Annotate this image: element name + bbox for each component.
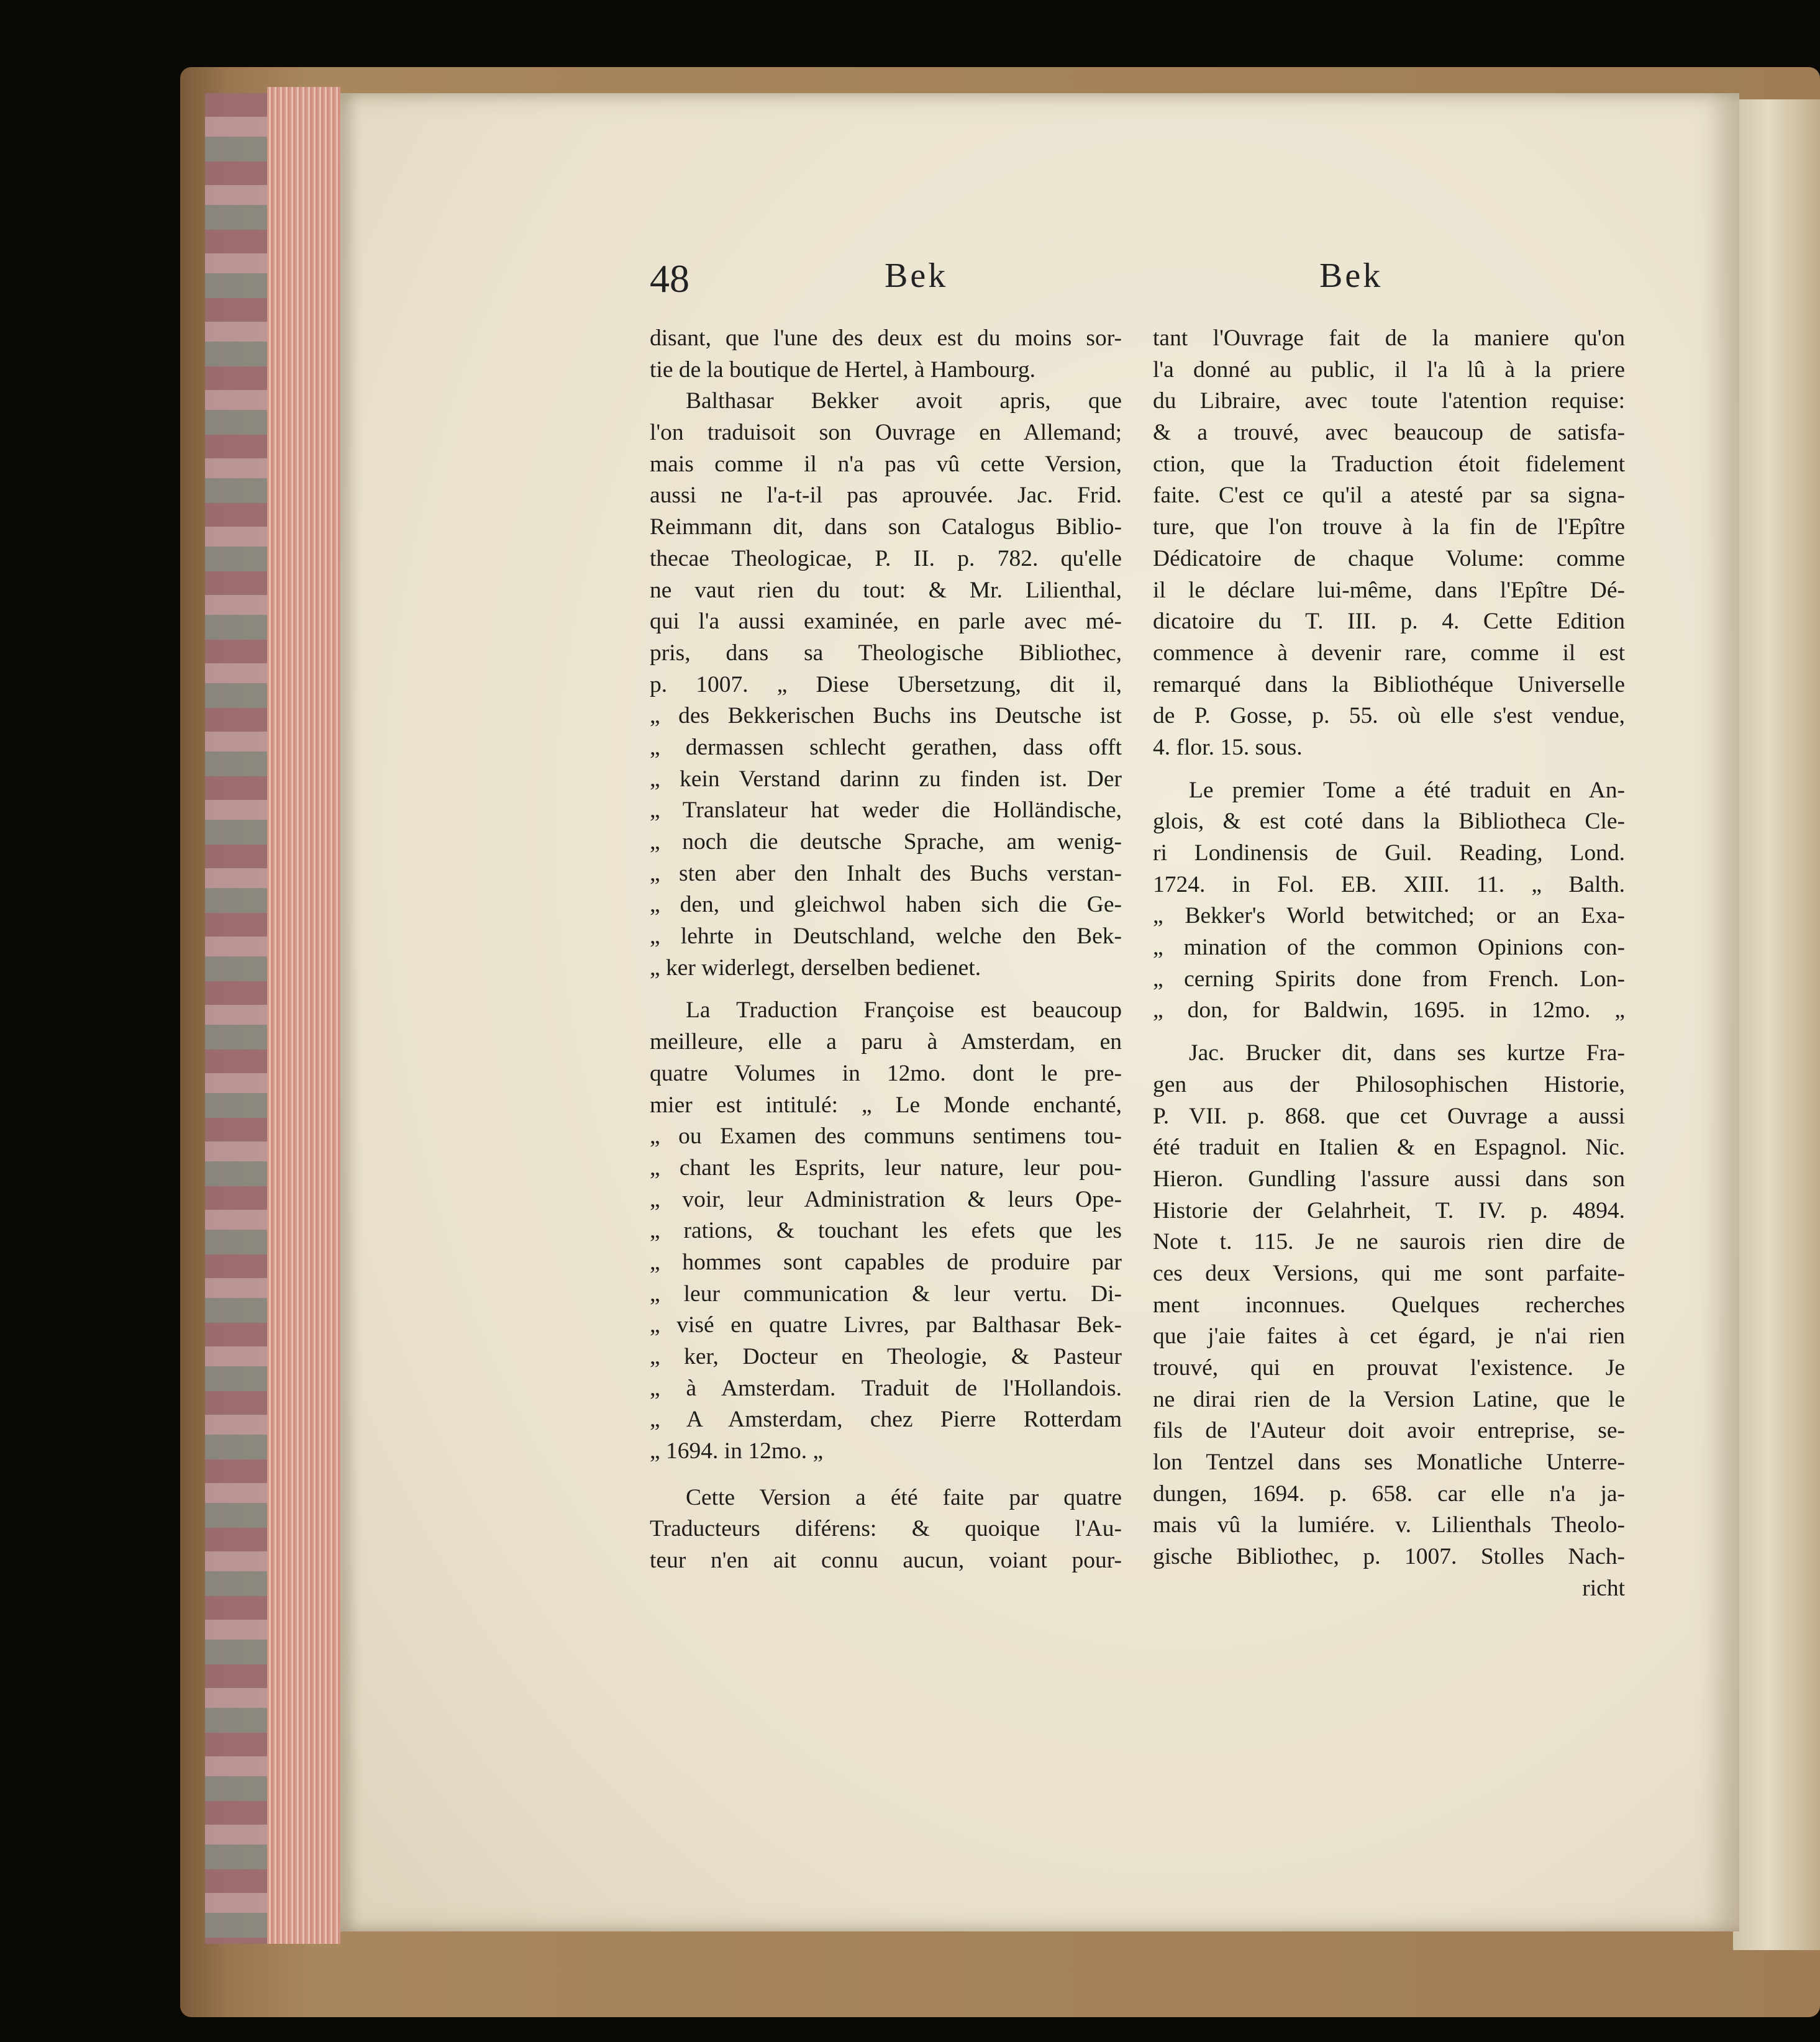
text-line: ri Londinensis de Guil. Reading, Lond.	[1153, 840, 1625, 866]
text-line: mier est intitulé: „ Le Monde enchanté,	[650, 1092, 1122, 1118]
text-line: „ 1694. in 12mo. „	[650, 1438, 824, 1464]
text-line: teur n'en ait connu aucun, voiant pour-	[650, 1548, 1122, 1574]
text-line: été traduit en Italien & en Espagnol. Nic.	[1153, 1135, 1625, 1161]
text-line: glois, & est coté dans la Bibliotheca Cle-	[1153, 809, 1625, 835]
text-line: ment inconnues. Quelques recherches	[1153, 1292, 1625, 1318]
text-line: „ noch die deutsche Sprache, am wenig-	[650, 829, 1122, 855]
text-line: Historie der Gelahrheit, T. IV. p. 4894.	[1153, 1197, 1625, 1223]
right-column	[1153, 323, 1625, 1605]
text-line: „ leur communication & leur vertu. Di-	[650, 1281, 1122, 1307]
text-line: mais comme il n'a pas vû cette Version,	[650, 451, 1122, 477]
text-line: „ Bekker's World betwitched; or an Exa-	[1153, 903, 1625, 929]
text-line: Traducteurs diférens: & quoique l'Au-	[650, 1516, 1122, 1542]
text-line: l'a donné au public, il l'a lû à la priere	[1153, 356, 1625, 383]
running-head-right: Bek	[1319, 256, 1383, 295]
text-line: Hieron. Gundling l'assure aussi dans son	[1153, 1166, 1625, 1192]
text-line: ction, que la Traduction étoit fidelement	[1153, 451, 1625, 477]
page-number: 48	[650, 256, 689, 301]
facing-page-edge	[1733, 99, 1820, 1950]
text-line: ture, que l'on trouve à la fin de l'Epître	[1153, 514, 1625, 540]
text-line: „ sten aber den Inhalt des Buchs verstan-	[650, 860, 1122, 886]
text-line: ne vaut rien du tout: & Mr. Lilienthal,	[650, 577, 1122, 603]
text-line: que j'aie faites à cet égard, je n'ai rien	[1153, 1323, 1625, 1350]
text-line: pris, dans sa Theologische Bibliothec,	[650, 640, 1122, 666]
text-line: Dédicatoire de chaque Volume: comme	[1153, 545, 1625, 571]
text-line: „ ker widerlegt, derselben bedienet.	[650, 955, 981, 981]
text-line: Reimmann dit, dans son Catalogus Biblio-	[650, 514, 1122, 540]
text-line: trouvé, qui en prouvat l'existence. Je	[1153, 1355, 1625, 1381]
text-line: P. VII. p. 868. que cet Ouvrage a aussi	[1153, 1103, 1625, 1129]
text-line: Note t. 115. Je ne saurois rien dire de	[1153, 1229, 1625, 1255]
text-line: tant l'Ouvrage fait de la maniere qu'on	[1153, 325, 1625, 351]
page-edges	[267, 87, 340, 1944]
text-line: faite. C'est ce qu'il a atesté par sa signa-	[1153, 483, 1625, 509]
text-line: gische Bibliothec, p. 1007. Stolles Nach-	[1153, 1544, 1625, 1570]
text-line: „ à Amsterdam. Traduit de l'Hollandois.	[650, 1375, 1122, 1401]
text-line: „ mination of the common Opinions con-	[1153, 935, 1625, 961]
text-line: „ visé en quatre Livres, par Balthasar Bek-	[650, 1312, 1122, 1338]
text-line: „ Translateur hat weder die Holländische,	[650, 797, 1122, 824]
text-line: „ cerning Spirits done from French. Lon-	[1153, 966, 1625, 992]
marbled-endpaper	[205, 93, 273, 1944]
text-line: quatre Volumes in 12mo. dont le pre-	[650, 1060, 1122, 1086]
text-line: ces deux Versions, qui me sont parfaite-	[1153, 1260, 1625, 1286]
text-line: aussi ne l'a-t-il pas aprouvée. Jac. Frid.	[650, 483, 1122, 509]
text-line: du Libraire, avec toute l'atention requise:	[1153, 388, 1625, 414]
text-line: 4. flor. 15. sous.	[1153, 734, 1303, 760]
catchword: richt	[1582, 1575, 1625, 1601]
text-line: commence à devenir rare, comme il est	[1153, 640, 1625, 666]
text-line: La Traduction Françoise est beaucoup	[686, 997, 1122, 1023]
text-line: mais vû la lumiére. v. Lilienthals Theolo-	[1153, 1512, 1625, 1538]
text-line: „ voir, leur Administration & leurs Ope-	[650, 1186, 1122, 1212]
text-line: „ A Amsterdam, chez Pierre Rotterdam	[650, 1407, 1122, 1433]
text-line: „ des Bekkerischen Buchs ins Deutsche ist	[650, 703, 1122, 729]
text-line: fils de l'Auteur doit avoir entreprise, se-	[1153, 1418, 1625, 1444]
text-line: qui l'a aussi examinée, en parle avec mé-	[650, 609, 1122, 635]
left-column	[650, 323, 1122, 1577]
text-line: dicatoire du T. III. p. 4. Cette Edition	[1153, 609, 1625, 635]
text-line: l'on traduisoit son Ouvrage en Allemand;	[650, 420, 1122, 446]
text-line: „ chant les Esprits, leur nature, leur pou-	[650, 1155, 1122, 1181]
text-line: il le déclare lui-même, dans l'Epître Dé-	[1153, 577, 1625, 603]
text-line: Jac. Brucker dit, dans ses kurtze Fra-	[1189, 1040, 1625, 1066]
text-line: tie de la boutique de Hertel, à Hambourg.	[650, 356, 1035, 383]
text-line: 1724. in Fol. EB. XIII. 11. „ Balth.	[1153, 871, 1625, 897]
text-line: Cette Version a été faite par quatre	[686, 1484, 1122, 1510]
text-line: p. 1007. „ Diese Ubersetzung, dit il,	[650, 671, 1122, 697]
text-line: „ ker, Docteur en Theologie, & Pasteur	[650, 1344, 1122, 1369]
text-line: „ lehrte in Deutschland, welche den Bek-	[650, 923, 1122, 950]
text-line: „ rations, & touchant les efets que les	[650, 1218, 1122, 1244]
text-line: disant, que l'une des deux est du moins sor-	[650, 325, 1122, 351]
text-line: lon Tentzel dans ses Monatliche Unterre-	[1153, 1450, 1625, 1476]
text-line: ne dirai rien de la Version Latine, que le	[1153, 1386, 1625, 1412]
text-line: Balthasar Bekker avoit apris, que	[686, 388, 1122, 414]
text-line: thecae Theologicae, P. II. p. 782. qu'elle	[650, 545, 1122, 571]
text-line: „ ou Examen des communs sentimens tou-	[650, 1123, 1122, 1150]
text-line: „ den, und gleichwol haben sich die Ge-	[650, 892, 1122, 918]
text-line: dungen, 1694. p. 658. car elle n'a ja-	[1153, 1481, 1625, 1507]
text-line: „ don, for Baldwin, 1695. in 12mo. „	[1153, 997, 1625, 1023]
text-line: Le premier Tome a été traduit en An-	[1189, 777, 1625, 803]
text-line: & a trouvé, avec beaucoup de satisfa-	[1153, 420, 1625, 446]
text-line: „ kein Verstand darinn zu finden ist. Der	[650, 766, 1122, 792]
text-line: meilleure, elle a paru à Amsterdam, en	[650, 1029, 1122, 1055]
text-line: de P. Gosse, p. 55. où elle s'est vendue,	[1153, 703, 1625, 729]
running-head-left: Bek	[885, 256, 949, 295]
text-line: „ dermassen schlecht gerathen, dass offt	[650, 734, 1122, 760]
text-line: remarqué dans la Bibliothéque Universelle	[1153, 671, 1625, 697]
text-line: gen aus der Philosophischen Historie,	[1153, 1071, 1625, 1097]
text-line: „ hommes sont capables de produire par	[650, 1249, 1122, 1275]
